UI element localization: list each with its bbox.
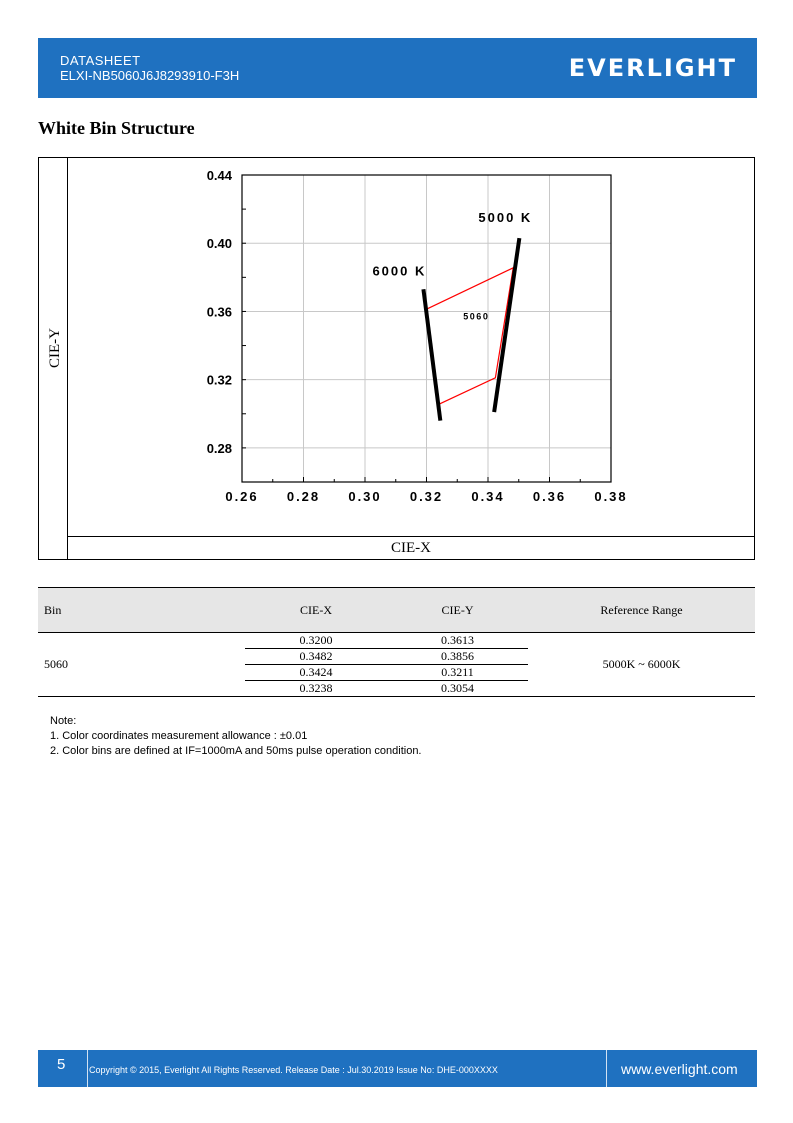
header-reference-range: Reference Range (528, 588, 755, 633)
cct-label: 6000 K (372, 263, 427, 279)
notes (50, 714, 422, 759)
cie-x-value: 0.3424 (245, 665, 387, 681)
cie-y-value: 0.3613 (387, 633, 528, 649)
cie-x-value: 0.3238 (245, 681, 387, 697)
x-tick-label: 0.38 (594, 489, 628, 504)
header-bin: Bin (38, 588, 245, 633)
note-item: 2. Color bins are defined at IF=1000mA and 50ms pulse operation condition. (50, 745, 422, 757)
page-number: 5 (57, 1056, 66, 1073)
note-item: 1. Color coordinates measurement allowance : ±0.01 (50, 730, 308, 742)
reference-range: 5000K ~ 6000K (528, 633, 755, 697)
page-header (38, 38, 757, 98)
cie-x-value: 0.3200 (245, 633, 387, 649)
section-title: White Bin Structure (38, 118, 195, 138)
everlight-logo: EVERLIGHT (568, 54, 737, 82)
chart-frame: CIE-Y CIE-X 0.26 0.28 0.30 0.32 0.34 0.36 0.38 0.44 0.40 0.36 0.32 0.28 5060 6000 K 5000 K (38, 157, 755, 560)
y-tick-label: 0.44 (206, 168, 232, 183)
label-layer (207, 168, 628, 504)
website-link[interactable]: www.everlight.com (621, 1061, 738, 1077)
y-tick-label: 0.28 (206, 440, 232, 456)
footer-divider (87, 1050, 88, 1087)
cct-line (494, 238, 519, 412)
data-layer (423, 238, 519, 420)
cie-y-value: 0.3856 (387, 649, 528, 665)
x-tick-label: 0.36 (532, 489, 567, 504)
part-number: ELXI-NB5060J6J8293910-F3H (60, 68, 240, 83)
x-tick-label: 0.26 (225, 489, 259, 504)
header-cie-y: CIE-Y (387, 588, 528, 633)
notes-title: Note: (50, 715, 77, 727)
header-cie-x: CIE-X (245, 588, 387, 633)
doc-type: DATASHEET (60, 53, 141, 68)
y-tick-label: 0.40 (206, 236, 232, 252)
cct-line (423, 289, 440, 420)
cct-label: 5000 K (478, 210, 533, 226)
x-axis-title: CIE-X (391, 540, 431, 556)
bin-name: 5060 (38, 633, 245, 697)
x-tick-label: 0.34 (471, 489, 505, 504)
x-tick-label: 0.30 (348, 489, 382, 504)
x-tick-label: 0.32 (409, 489, 444, 504)
cie-y-value: 0.3054 (387, 681, 528, 697)
y-tick-label: 0.32 (206, 372, 232, 388)
y-tick-label: 0.36 (206, 304, 232, 320)
cie-x-value: 0.3482 (245, 649, 387, 665)
table-header-row (38, 588, 755, 633)
bin-label: 5060 (463, 311, 490, 322)
bin-table (38, 587, 755, 697)
cie-chart (39, 158, 756, 561)
copyright-text: Copyright © 2015, Everlight All Rights Reserved. Release Date : Jul.30.2019 Issue No: DHE-000XXXX (89, 1065, 498, 1075)
cie-y-value: 0.3211 (387, 665, 528, 681)
x-tick-label: 0.28 (286, 489, 321, 504)
table-row (38, 633, 755, 649)
page-footer (38, 1050, 757, 1087)
footer-divider (606, 1050, 607, 1087)
